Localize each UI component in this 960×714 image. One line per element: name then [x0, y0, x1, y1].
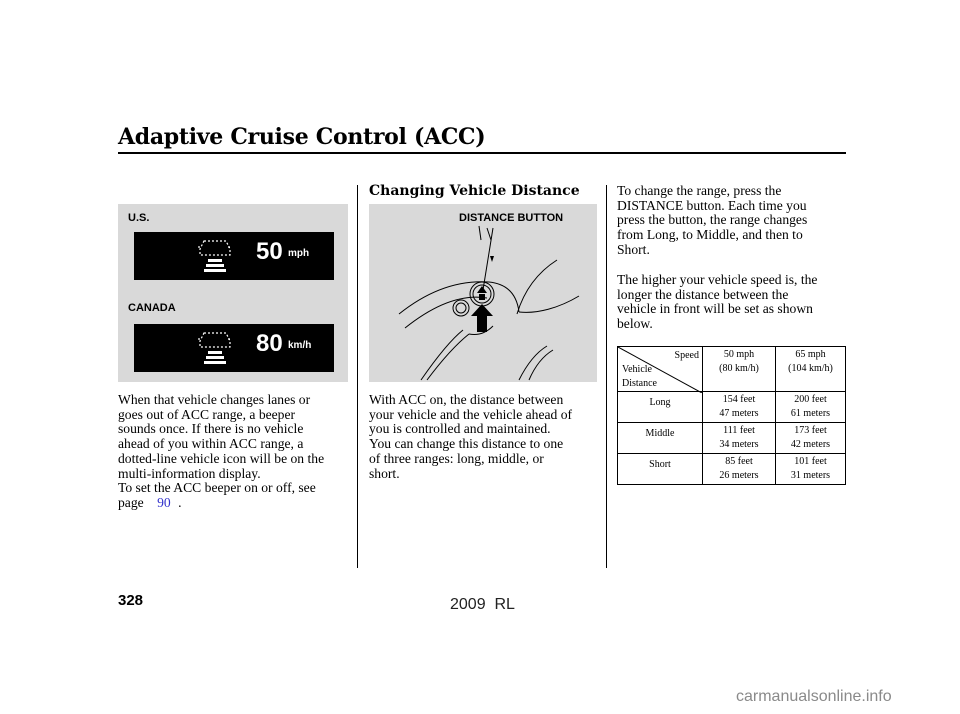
range-paragraph: [617, 184, 853, 258]
table-cell: [776, 423, 846, 454]
table-cell: [703, 454, 776, 485]
us-display-screen: [134, 232, 334, 280]
text-line: short.: [369, 465, 400, 481]
us-speed-unit: mph: [288, 248, 310, 259]
speed-paragraph: [617, 273, 853, 332]
text-line: dotted-line vehicle icon will be on the: [118, 450, 325, 466]
text-line: sounds once. If there is no vehicle: [118, 421, 304, 437]
table-row: [618, 423, 846, 454]
page-title: Adaptive Cruise Control (ACC): [118, 124, 486, 150]
text-line: You can change this distance to one: [369, 436, 564, 452]
row-label: Short: [618, 454, 703, 485]
model-footer: 2009 RL: [450, 596, 515, 613]
cell-meters: 26 meters: [719, 470, 759, 481]
text-line: To set the ACC beeper on or off, see: [118, 480, 316, 496]
table-header-65mph: [776, 347, 846, 392]
table-header-row: [618, 347, 846, 392]
distance-table: [617, 346, 846, 485]
acc-display-figure: [118, 204, 348, 382]
text-line: vehicle in front will be set as shown: [617, 301, 813, 317]
table-header-50mph: [703, 347, 776, 392]
column-divider-right: [606, 185, 607, 568]
cell-feet: 111 feet: [723, 425, 755, 436]
table-cell: [703, 423, 776, 454]
header-line: (80 km/h): [719, 363, 759, 374]
steering-wheel-illustration: [369, 204, 597, 382]
row-label: Middle: [618, 423, 703, 454]
text-line: To change the range, press the: [617, 183, 782, 198]
title-rule: [118, 152, 846, 154]
distance-paragraph: [369, 393, 605, 481]
canada-speed-unit: km/h: [288, 340, 312, 351]
text-line: The higher your vehicle speed is, the: [617, 272, 818, 287]
vehicle-distance-icon: [192, 237, 240, 277]
text-line: goes out of ACC range, a beeper: [118, 406, 296, 422]
cell-feet: 173 feet: [794, 425, 827, 436]
cell-meters: 61 meters: [790, 408, 831, 419]
distance-button-figure: [369, 204, 597, 382]
vehicle-distance-icon: [192, 329, 240, 369]
column-divider-left: [357, 185, 358, 568]
text-line: press the button, the range changes: [617, 212, 808, 228]
section-heading: Changing Vehicle Distance: [369, 183, 580, 199]
distance-button-label: DISTANCE BUTTON: [459, 212, 564, 224]
cell-meters: 31 meters: [790, 470, 831, 481]
row-label: Long: [618, 392, 703, 423]
cell-meters: 47 meters: [719, 408, 759, 419]
cell-meters: 42 meters: [790, 439, 831, 450]
page-reference-line: [118, 496, 354, 511]
text-line: from Long, to Middle, and then to: [617, 227, 803, 243]
text-line: you is controlled and maintained.: [369, 421, 551, 437]
canada-label: CANADA: [128, 302, 176, 314]
table-cell: [703, 392, 776, 423]
watermark: carmanualsonline.info: [736, 688, 892, 705]
text-line: When that vehicle changes lanes or: [118, 392, 311, 407]
corner-distance-label: Distance: [622, 378, 657, 389]
cell-feet: 200 feet: [794, 394, 827, 405]
page-90-link[interactable]: 90: [157, 494, 171, 510]
text-line: Short.: [617, 241, 650, 257]
corner-speed-label: Speed: [674, 350, 699, 361]
us-speed-value: 50: [256, 238, 283, 265]
page-ref-prefix: page: [118, 494, 144, 510]
cell-feet: 154 feet: [722, 394, 756, 405]
text-line: DISTANCE button. Each time you: [617, 197, 807, 213]
text-line: multi-information display.: [118, 465, 261, 481]
cell-feet: 85 feet: [725, 456, 753, 467]
page-number: 328: [118, 592, 144, 609]
page-ref-suffix: .: [178, 494, 182, 510]
table-cell: [776, 454, 846, 485]
text-line: ahead of you within ACC range, a: [118, 436, 304, 452]
header-line: (104 km/h): [788, 363, 833, 374]
beeper-paragraph: [118, 393, 354, 511]
cell-meters: 34 meters: [719, 439, 759, 450]
corner-vehicle-label: Vehicle: [622, 364, 652, 375]
text-line: below.: [617, 316, 653, 332]
canada-speed-value: 80: [256, 330, 283, 357]
table-cell: [776, 392, 846, 423]
header-line: 50 mph: [723, 349, 755, 360]
table-row: [618, 392, 846, 423]
text-line: your vehicle and the vehicle ahead of: [369, 406, 573, 422]
header-line: 65 mph: [795, 349, 826, 360]
table-corner-cell: [618, 347, 703, 392]
cell-feet: 101 feet: [794, 456, 827, 467]
text-line: longer the distance between the: [617, 286, 789, 302]
table-row: [618, 454, 846, 485]
text-line: With ACC on, the distance between: [369, 392, 564, 407]
canada-display-screen: [134, 324, 334, 372]
text-line: of three ranges: long, middle, or: [369, 450, 544, 466]
us-label: U.S.: [128, 212, 150, 224]
